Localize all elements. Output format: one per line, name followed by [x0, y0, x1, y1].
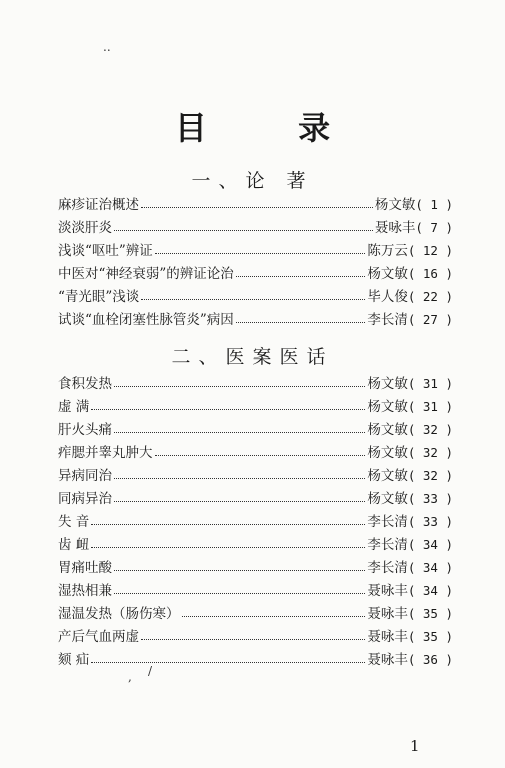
entry-author: 聂咏丰: [374, 220, 416, 236]
dot-leader: [141, 207, 373, 208]
dot-leader: [141, 639, 365, 640]
entry-title: 浅谈“呕吐”辨证: [58, 243, 153, 259]
page-number: 1: [410, 737, 420, 755]
entry-author: 杨文敏: [367, 491, 408, 507]
dot-leader: [182, 616, 366, 617]
toc-entry: [58, 193, 453, 216]
entry-author: 杨文敏: [367, 266, 408, 282]
entry-author: 陈万云: [367, 243, 408, 259]
entry-title: 试谈“血栓闭塞性脉管炎”病因: [58, 312, 234, 328]
dot-leader: [91, 524, 365, 525]
toc-entry: [58, 579, 453, 602]
entry-title: 齿 衄: [58, 537, 90, 553]
entry-title: 颏 疝: [58, 652, 90, 668]
toc-entry: [58, 602, 453, 625]
entry-page: ( 31 ): [407, 399, 453, 414]
entry-author: 杨文敏: [367, 468, 408, 484]
toc-entry: [58, 441, 453, 464]
toc-entry: [58, 308, 453, 331]
toc-entry: [58, 372, 453, 395]
entry-page: ( 1 ): [415, 197, 453, 212]
toc-entry: [58, 395, 453, 418]
entry-title: 淡淡肝炎: [58, 220, 112, 236]
entry-author: 聂咏丰: [367, 583, 408, 599]
entry-title: 产后气血两虚: [58, 629, 139, 645]
page-title: 目 录: [174, 109, 371, 147]
toc-entry: [58, 285, 453, 308]
toc-entry: [58, 556, 453, 579]
entry-page: ( 32 ): [407, 422, 453, 437]
entry-page: ( 33 ): [407, 514, 453, 529]
entry-author: 毕人俊: [367, 289, 408, 305]
entry-title: 失 音: [58, 514, 90, 530]
entry-title: 湿温发热（肠伤寒）: [58, 606, 180, 622]
toc-entry: [58, 464, 453, 487]
entry-page: ( 34 ): [407, 583, 453, 598]
entry-title: 中医对“神经衰弱”的辨证论治: [58, 266, 234, 282]
entry-title: 同病异治: [58, 491, 112, 507]
entry-title: 异病同治: [58, 468, 112, 484]
entry-author: 李长清: [367, 514, 408, 530]
scan-speck: ..: [103, 40, 111, 54]
entry-page: ( 32 ): [407, 445, 453, 460]
entry-title: 食积发热: [58, 376, 112, 392]
dot-leader: [141, 299, 365, 300]
entry-page: ( 12 ): [407, 243, 453, 258]
entry-page: ( 35 ): [407, 606, 453, 621]
dot-leader: [114, 501, 365, 502]
scan-speck: ,: [128, 670, 132, 684]
dot-leader: [114, 593, 365, 594]
dot-leader: [155, 253, 366, 254]
toc-entry: [58, 239, 453, 262]
toc-entry: [58, 648, 453, 671]
section-1-entries: [58, 193, 453, 331]
entry-author: 杨文敏: [367, 422, 408, 438]
toc-entry: [58, 487, 453, 510]
entry-page: ( 27 ): [407, 312, 453, 327]
toc-entry: [58, 533, 453, 556]
entry-title: 肝火头痛: [58, 422, 112, 438]
entry-author: 李长清: [367, 537, 408, 553]
dot-leader: [236, 276, 366, 277]
dot-leader: [91, 547, 365, 548]
entry-page: ( 34 ): [407, 537, 453, 552]
dot-leader: [114, 570, 365, 571]
entry-title: 虚 满: [58, 399, 90, 415]
entry-page: ( 36 ): [407, 652, 453, 667]
entry-author: 聂咏丰: [367, 629, 408, 645]
entry-title: 湿热相兼: [58, 583, 112, 599]
toc-entry: [58, 216, 453, 239]
entry-title: 胃痛吐酸: [58, 560, 112, 576]
dot-leader: [114, 230, 373, 231]
section-2-entries: [58, 372, 453, 671]
entry-title: 麻疹证治概述: [58, 197, 139, 213]
entry-page: ( 32 ): [407, 468, 453, 483]
toc-entry: [58, 625, 453, 648]
dot-leader: [91, 662, 365, 663]
dot-leader: [236, 322, 366, 323]
dot-leader: [114, 432, 365, 433]
dot-leader: [91, 409, 365, 410]
entry-page: ( 35 ): [407, 629, 453, 644]
entry-author: 杨文敏: [367, 376, 408, 392]
dot-leader: [114, 478, 365, 479]
entry-author: 杨文敏: [367, 399, 408, 415]
dot-leader: [114, 386, 365, 387]
scan-speck: /: [148, 664, 153, 678]
entry-title: “青光眼”浅谈: [58, 289, 140, 305]
toc-entry: [58, 262, 453, 285]
entry-page: ( 33 ): [407, 491, 453, 506]
entry-page: ( 22 ): [407, 289, 453, 304]
entry-author: 聂咏丰: [367, 652, 408, 668]
entry-author: 聂咏丰: [367, 606, 408, 622]
entry-author: 李长清: [367, 312, 408, 328]
entry-page: ( 31 ): [407, 376, 453, 391]
entry-author: 杨文敏: [374, 197, 416, 213]
entry-page: ( 7 ): [415, 220, 453, 235]
entry-author: 杨文敏: [367, 445, 408, 461]
section-heading-1: 一、论 著: [191, 170, 314, 192]
entry-page: ( 16 ): [407, 266, 453, 281]
dot-leader: [155, 455, 366, 456]
toc-entry: [58, 418, 453, 441]
entry-page: ( 34 ): [407, 560, 453, 575]
entry-author: 李长清: [367, 560, 408, 576]
section-heading-2: 二、医案医话: [171, 346, 334, 368]
entry-title: 痄腮并睾丸肿大: [58, 445, 153, 461]
toc-entry: [58, 510, 453, 533]
